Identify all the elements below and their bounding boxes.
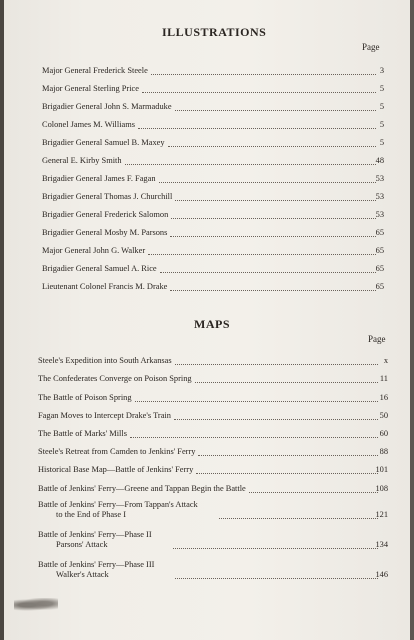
dot-leader [175, 110, 376, 111]
dot-leader [138, 128, 376, 129]
toc-entry-subtitle: to the End of Phase I [56, 510, 127, 519]
toc-entry-title: The Confederates Converge on Poison Spring [38, 374, 192, 383]
toc-entry [38, 484, 246, 494]
toc-entry [38, 356, 172, 366]
dot-leader [130, 437, 378, 438]
dot-leader [175, 364, 378, 365]
toc-entry [42, 228, 167, 238]
toc-entry-page: 5 [379, 120, 384, 129]
maps-page-label: Page [368, 334, 386, 344]
toc-entry-title: General E. Kirby Smith [42, 156, 122, 165]
toc-entry-page: 5 [379, 84, 384, 93]
dot-leader [151, 74, 376, 75]
toc-entry-title: Historical Base Map—Battle of Jenkins' Ferry [38, 465, 194, 474]
toc-entry-page: 5 [379, 102, 384, 111]
toc-entry [42, 282, 167, 292]
dot-leader [142, 92, 376, 93]
toc-entry-page: 11 [379, 374, 388, 383]
dot-leader [198, 455, 378, 456]
toc-entry-title: The Battle of Marks' Mills [38, 429, 127, 438]
toc-entry-title: Colonel James M. Williams [42, 120, 136, 129]
toc-entry-title: Brigadier General Thomas J. Churchill [42, 192, 173, 201]
toc-entry-subtitle: Parsons' Attack [56, 540, 108, 549]
dot-leader [125, 164, 376, 165]
toc-entry [38, 374, 192, 384]
toc-entry [42, 156, 122, 166]
toc-entry-page: x [383, 356, 388, 365]
toc-entry-title: Major General Sterling Price [42, 84, 139, 93]
toc-entry-title: Brigadier General Mosby M. Parsons [42, 228, 168, 237]
dot-leader [249, 492, 378, 493]
toc-entry-title: Brigadier General Frederick Salomon [42, 210, 169, 219]
toc-entry-page: 16 [379, 393, 388, 402]
dot-leader [219, 518, 378, 519]
toc-entry-title: Brigadier General James F. Fagan [42, 174, 156, 183]
dot-leader [174, 419, 378, 420]
toc-entry-page: 88 [379, 447, 388, 456]
toc-entry-title: Brigadier General John S. Marmaduke [42, 102, 172, 111]
toc-entry-page: 65 [375, 246, 384, 255]
toc-entry [42, 192, 172, 202]
dot-leader [160, 272, 376, 273]
toc-entry-page: 65 [375, 228, 384, 237]
dot-leader [170, 290, 376, 291]
toc-entry-title: Battle of Jenkins' Ferry—From Tappan's Attack [38, 500, 198, 509]
toc-entry-page: 146 [375, 570, 388, 579]
dot-leader [175, 200, 376, 201]
toc-entry-page: 101 [375, 465, 388, 474]
toc-entry [42, 246, 145, 256]
toc-entry-page: 121 [375, 510, 388, 519]
toc-entry-title: Battle of Jenkins' Ferry—Phase III [38, 560, 155, 569]
toc-entry [42, 66, 148, 76]
toc-entry-page: 53 [375, 192, 384, 201]
toc-entry [38, 429, 127, 439]
toc-entry-title: Lieutenant Colonel Francis M. Drake [42, 282, 168, 291]
toc-entry-page: 50 [379, 411, 388, 420]
toc-entry-title: Major General Frederick Steele [42, 66, 148, 75]
dot-leader [175, 578, 378, 579]
toc-entry-title: Steele's Expedition into South Arkansas [38, 356, 172, 365]
toc-entry [38, 500, 198, 520]
toc-entry-page: 53 [375, 174, 384, 183]
toc-entry-page: 108 [375, 484, 388, 493]
toc-entry [38, 530, 152, 550]
toc-entry [38, 560, 154, 580]
dot-leader [168, 146, 376, 147]
toc-entry-page: 48 [375, 156, 384, 165]
dot-leader [148, 254, 376, 255]
illustrations-heading: ILLUSTRATIONS [162, 25, 267, 39]
toc-entry-page: 3 [379, 66, 384, 75]
dot-leader [170, 236, 376, 237]
toc-entry [42, 138, 165, 148]
maps-heading: MAPS [194, 317, 230, 331]
toc-entry-title: The Battle of Poison Spring [38, 393, 132, 402]
toc-entry-subtitle: Walker's Attack [56, 570, 109, 579]
document-page [4, 0, 410, 640]
toc-entry-title: Fagan Moves to Intercept Drake's Train [38, 411, 171, 420]
toc-entry-page: 60 [379, 429, 388, 438]
toc-entry-page: 5 [379, 138, 384, 147]
ink-smudge [14, 598, 58, 612]
toc-entry [38, 411, 171, 421]
toc-entry-title: Brigadier General Samuel B. Maxey [42, 138, 165, 147]
toc-entry-title: Brigadier General Samuel A. Rice [42, 264, 157, 273]
toc-entry [42, 120, 135, 130]
toc-entry [38, 447, 195, 457]
dot-leader [195, 382, 378, 383]
dot-leader [196, 473, 378, 474]
toc-entry [38, 465, 193, 475]
toc-entry [42, 210, 168, 220]
dot-leader [173, 548, 378, 549]
toc-entry [42, 174, 156, 184]
toc-entry-page: 53 [375, 210, 384, 219]
illustrations-page-label: Page [362, 42, 380, 52]
toc-entry-page: 65 [375, 264, 384, 273]
dot-leader [135, 401, 378, 402]
toc-entry [42, 84, 139, 94]
toc-entry-page: 65 [375, 282, 384, 291]
dot-leader [159, 182, 376, 183]
toc-entry [42, 102, 172, 112]
toc-entry [38, 393, 132, 403]
toc-entry-page: 134 [375, 540, 388, 549]
toc-entry [42, 264, 157, 274]
toc-entry-title: Major General John G. Walker [42, 246, 146, 255]
page-shadow-right [410, 0, 414, 640]
dot-leader [171, 218, 376, 219]
toc-entry-title: Battle of Jenkins' Ferry—Phase II [38, 530, 152, 539]
toc-entry-title: Steele's Retreat from Camden to Jenkins' Ferry [38, 447, 196, 456]
toc-entry-title: Battle of Jenkins' Ferry—Greene and Tappan Begin the Battle [38, 484, 246, 493]
